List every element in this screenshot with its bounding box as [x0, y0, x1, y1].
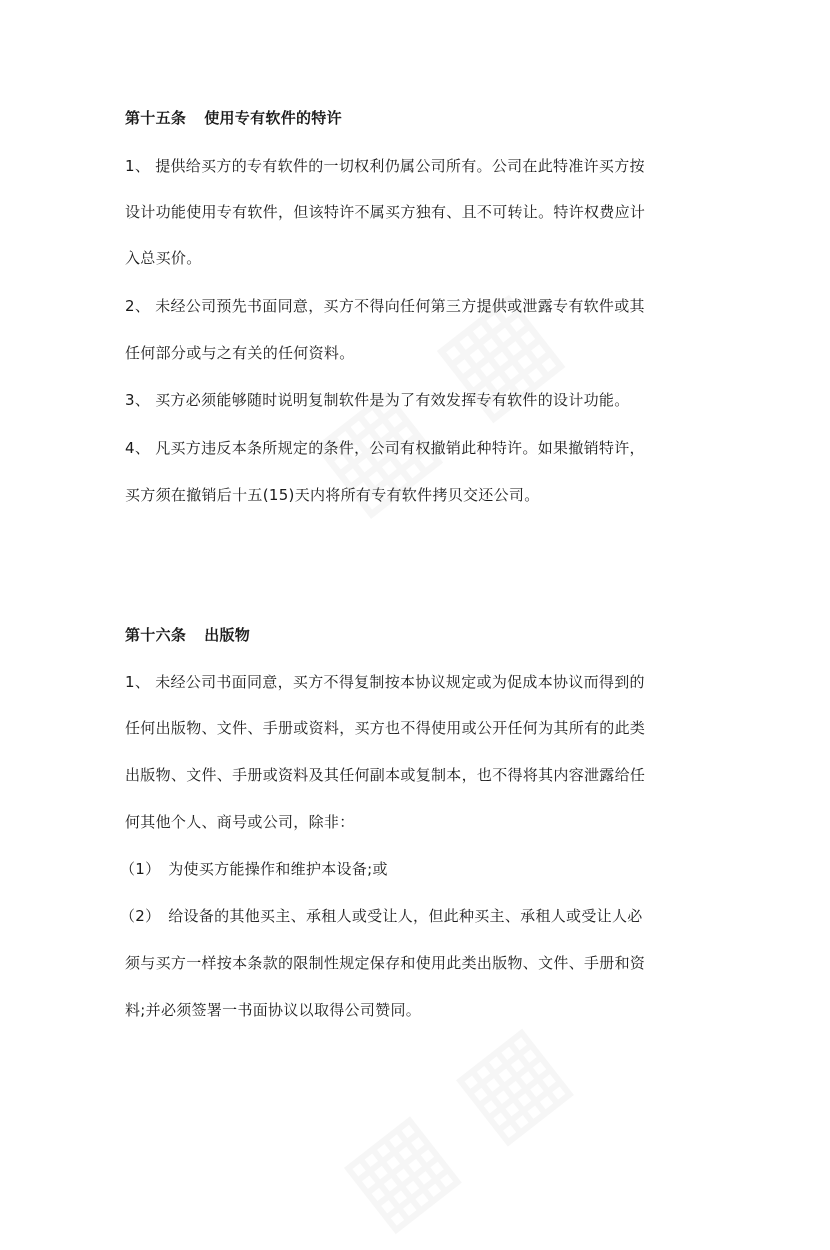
section-16-line: 任何出版物、文件、手册或资料，买方也不得使用或公开任何为其所有的此类: [125, 719, 646, 737]
section-16-line: 何其他个人、商号或公司，除非：: [125, 813, 355, 831]
section-16-line: 1、 未经公司书面同意，买方不得复制按本协议规定或为促成本协议而得到的: [125, 673, 645, 691]
section-16-line: 料;并必须签署一书面协议以取得公司赞同。: [125, 1001, 422, 1019]
section-16-title: 出版物: [204, 626, 251, 644]
section-15-line: 3、 买方必须能够随时说明复制软件是为了有效发挥专有软件的设计功能。: [125, 391, 630, 409]
watermark-mark: [317, 998, 590, 1250]
section-16-number: 第十六条: [125, 626, 187, 644]
section-15-number: 第十五条: [125, 109, 187, 127]
section-15-line: 入总买价。: [125, 249, 202, 267]
section-16-line: （2） 给设备的其他买主、承租人或受让人，但此种买主、承租人或受让人必: [120, 907, 643, 925]
section-15-heading: [125, 107, 725, 129]
section-16-heading: [125, 624, 725, 646]
section-16-line: 出版物、文件、手册或资料及其任何副本或复制本，也不得将其内容泄露给任: [125, 766, 646, 784]
section-15-line: 1、 提供给买方的专有软件的一切权利仍属公司所有。公司在此特准许买方按: [125, 157, 645, 175]
section-16-line: 须与买方一样按本条款的限制性规定保存和使用此类出版物、文件、手册和资: [125, 954, 646, 972]
section-15-line: 任何部分或与之有关的任何资料。: [125, 344, 355, 362]
section-15-line: 设计功能使用专有软件，但该特许不属买方独有、且不可转让。特许权费应计: [125, 203, 646, 221]
section-15-title: 使用专有软件的特许: [204, 109, 342, 127]
section-15-line: 4、 凡买方违反本条所规定的条件，公司有权撤销此种特许。如果撤销特许，: [125, 439, 645, 457]
section-16-line: （1） 为使买方能操作和维护本设备;或: [120, 860, 388, 878]
section-15-line: 2、 未经公司预先书面同意，买方不得向任何第三方提供或泄露专有软件或其: [125, 297, 645, 315]
section-15-line: 买方须在撤销后十五(15)天内将所有专有软件拷贝交还公司。: [125, 486, 540, 504]
